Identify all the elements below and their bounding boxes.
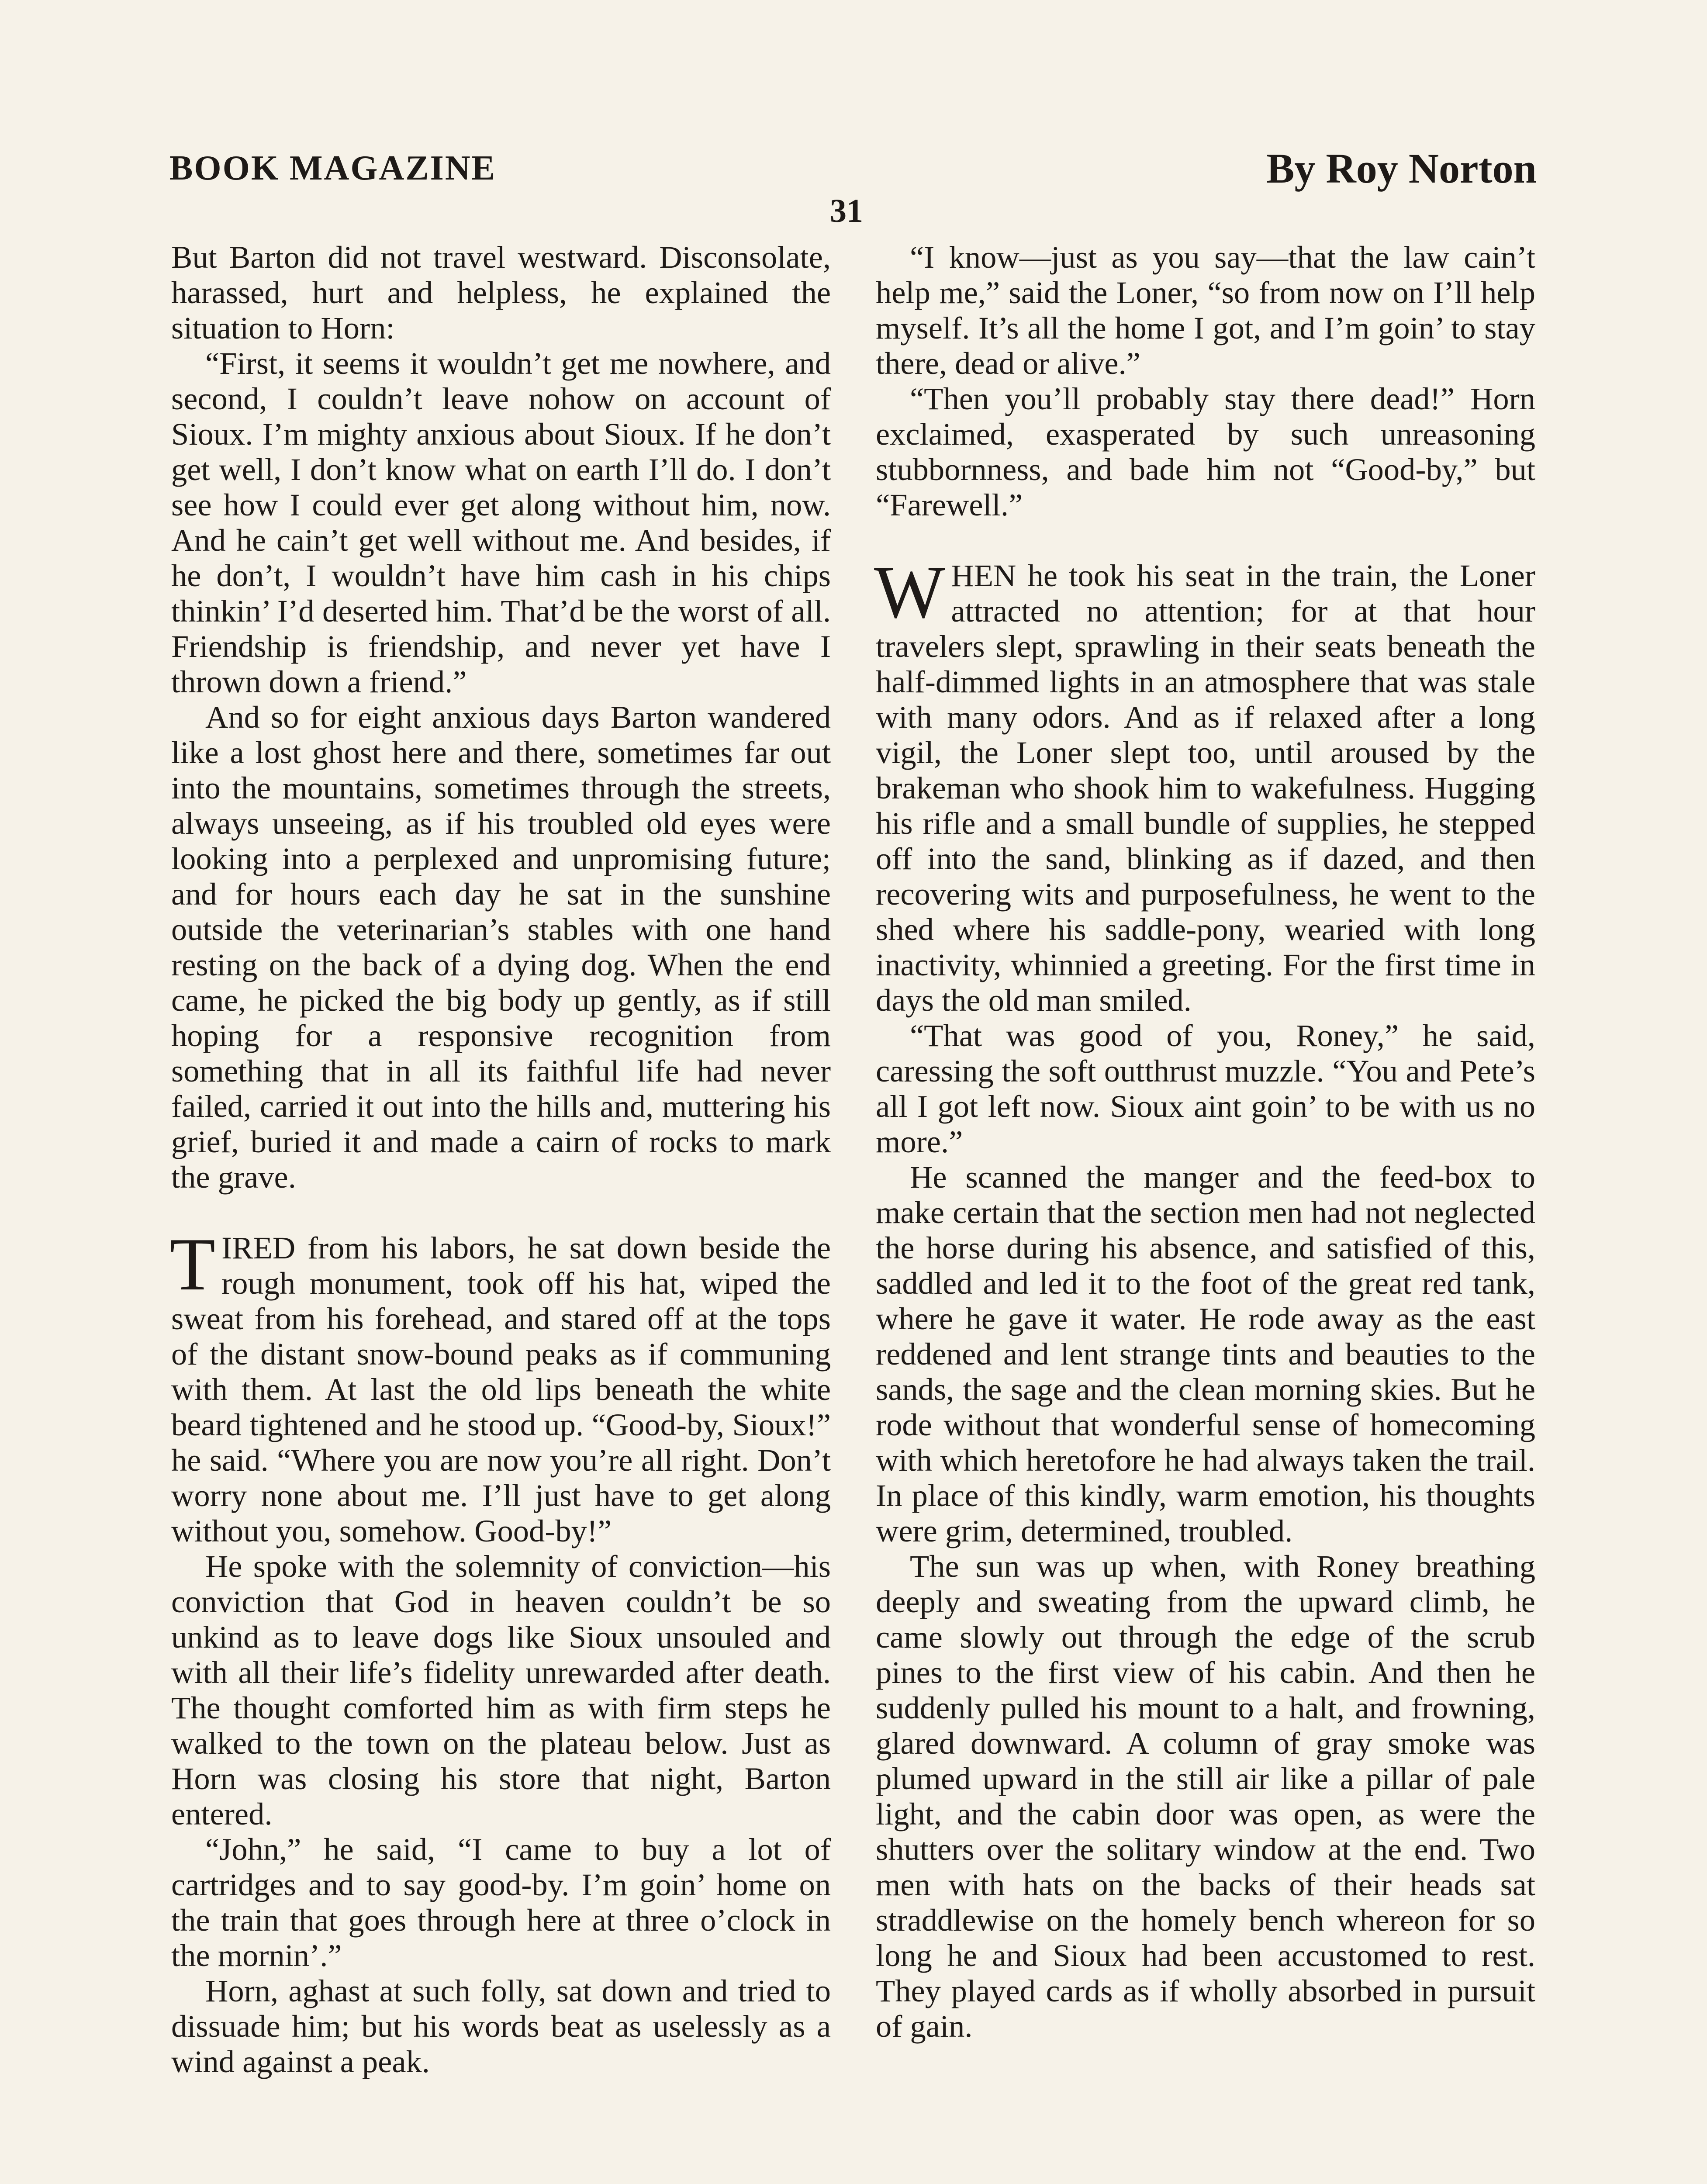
paragraph: But Barton did not travel westward. Disconsolate, harassed, hurt and helpless, he explained the situation to Horn: [171,239,831,346]
paragraph: And so for eight anxious days Barton wandered like a lost ghost here and there, sometimes far out into the mountains, sometimes through the streets, always unseeing, as if his troubled old eyes were looking into a perplexed and unpromising future; and for hours each day he sat in the sunshine outside the veterinarian’s stables with one hand resting on the back of a dying dog. When the end came, he picked the big body up gently, as if still hoping for a responsive recognition from something that in all its faithful life had never failed, carried it out into the hills and, muttering his grief, buried it and made a cairn of rocks to mark the grave. [171,699,831,1195]
section-text: IRED from his labors, he sat down beside the rough monument, took off his hat, wiped the sweat from his forehead, and stared off at the tops of the distant snow-bound peaks as if communing with them. At last the old lips beneath the white beard tightened and he stood up. “Good-by, Sioux!” he said. “Where you are now you’re all right. Don’t worry none about me. I’ll just have to get along without you, somehow. Good-by!” [171,1230,831,1548]
paragraph: Horn, aghast at such folly, sat down and tried to dissuade him; but his words beat as uselessly as a wind against a peak. [171,1973,831,2079]
section-paragraph [874,551,1535,1018]
drop-cap: T [169,1223,216,1306]
right-column [876,239,1535,2044]
paragraph: “Then you’ll probably stay there dead!” Horn exclaimed, exasperated by such unreasoning stubbornness, and bade him not “Good-by,” but “Farewell.” [876,381,1535,522]
paragraph: “That was good of you, Roney,” he said, caressing the soft outthrust muzzle. “You and Pete’s all I got left now. Sioux aint goin’ to be with us no more.” [876,1018,1535,1159]
paragraph: The sun was up when, with Roney breathing deeply and sweating from the upward climb, he came slowly out through the edge of the scrub pines to the first view of his cabin. And then he suddenly pulled his mount to a halt, and frowning, glared downward. A column of gray smoke was plumed upward in the still air like a pillar of pale light, and the cabin door was open, as were the shutters over the solitary window at the end. Two men with hats on the backs of their heads sat straddlewise on the homely bench whereon for so long he and Sioux had been accustomed to rest. They played cards as if wholly absorbed in pursuit of gain. [876,1548,1535,2044]
magazine-title: BOOK MAGAZINE [169,149,496,187]
paragraph: “John,” he said, “I came to buy a lot of cartridges and to say good-by. I’m goin’ home on the train that goes through here at three o’clock in the mornin’.” [171,1832,831,1973]
paragraph: “I know—just as you say—that the law cain’t help me,” said the Loner, “so from now on I’ll help myself. It’s all the home I got, and I’m goin’ to stay there, dead or alive.” [876,239,1535,381]
drop-cap: W [874,551,945,634]
paragraph: He scanned the manger and the feed-box to make certain that the section men had not neglected the horse during his absence, and satisfied of this, saddled and led it to the foot of the great red tank, where he gave it water. He rode away as the east reddened and lent strange tints and beauties to the sands, the sage and the clean morning skies. But he rode without that wonderful sense of homecoming with which heretofore he had always taken the trail. In place of this kindly, warm emotion, his thoughts were grim, determined, troubled. [876,1159,1535,1548]
section-paragraph [169,1223,831,1548]
page-number: 31 [830,193,863,229]
left-column [171,239,831,2079]
paragraph: “First, it seems it wouldn’t get me nowhere, and second, I couldn’t leave nohow on account of Sioux. I’m mighty anxious about Sioux. If he don’t get well, I don’t know what on earth I’ll do. I don’t see how I could ever get along without him, now. And he cain’t get well without me. And besides, if he don’t, I wouldn’t have him cash in his chips thinkin’ I’d deserted him. That’d be the worst of all. Friendship is friendship, and never yet have I thrown down a friend.” [171,346,831,699]
section-text: HEN he took his seat in the train, the Loner attracted no attention; for at that hour travelers slept, sprawling in their seats beneath the half-dimmed lights in an atmosphere that was stale with many odors. And as if relaxed after a long vigil, the Loner slept too, until aroused by the brakeman who shook him to wakefulness. Hugging his rifle and a small bundle of supplies, he stepped off into the sand, blinking as if dazed, and then recovering wits and purposefulness, he went to the shed where his saddle-pony, wearied with long inactivity, whinnied a greeting. For the first time in days the old man smiled. [876,558,1535,1018]
paragraph: He spoke with the solemnity of conviction—his conviction that God in heaven couldn’t be so unkind as to leave dogs like Sioux unsouled and with all their life’s fidelity unrewarded after death. The thought comforted him as with firm steps he walked to the town on the plateau below. Just as Horn was closing his store that night, Barton entered. [171,1548,831,1832]
author-byline: By Roy Norton [1266,145,1537,192]
